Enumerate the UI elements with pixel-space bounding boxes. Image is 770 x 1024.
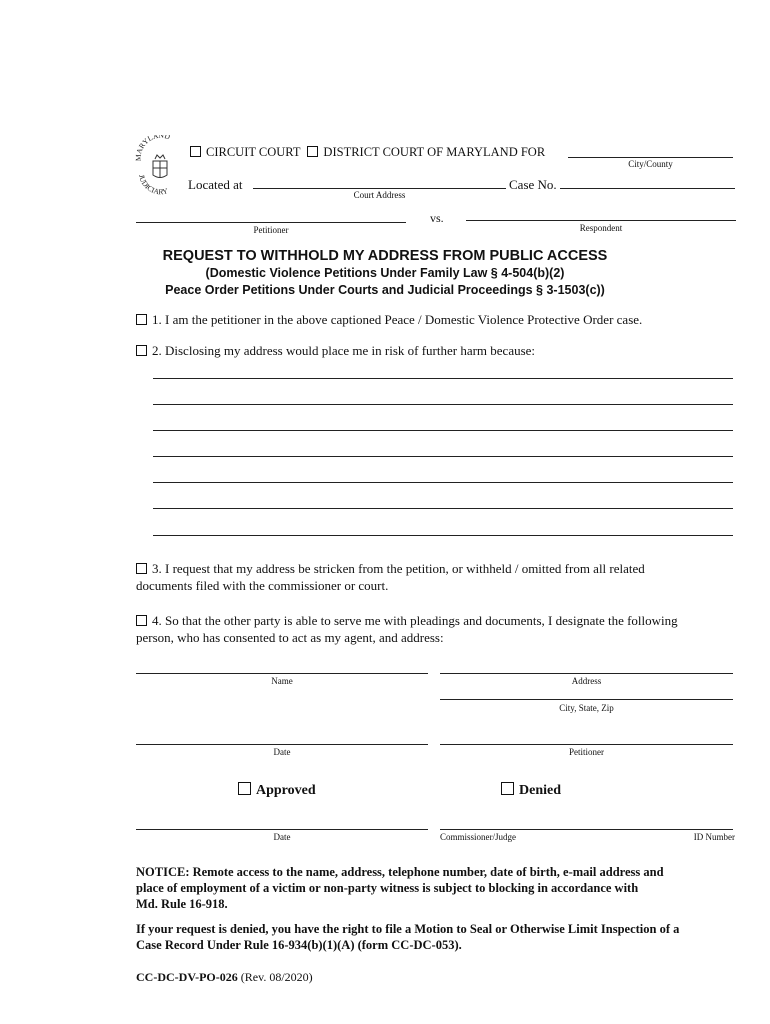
- respondent-field[interactable]: [466, 220, 736, 221]
- date-field[interactable]: [136, 744, 428, 745]
- decision-date-caption: Date: [273, 832, 291, 842]
- explanation-line[interactable]: [153, 456, 733, 457]
- form-id: CC-DC-DV-PO-026: [136, 970, 238, 984]
- court-address-field[interactable]: [253, 188, 506, 189]
- agent-city-field[interactable]: [440, 699, 733, 700]
- form-footer: [136, 970, 313, 985]
- denied-rights-line-2: Case Record Under Rule 16-934(b)(1)(A) (form CC-DC-053).: [136, 938, 462, 952]
- district-court-label: DISTRICT COURT OF MARYLAND FOR: [323, 145, 546, 159]
- approved-option: [238, 782, 316, 799]
- item-3-continued: documents filed with the commissioner or court.: [136, 578, 389, 593]
- notice-line-2: place of employment of a victim or non-party witness is subject to blocking in accordance with: [136, 881, 639, 895]
- case-no-field[interactable]: [560, 188, 735, 189]
- svg-text:JUDICIARY: JUDICIARY: [136, 173, 169, 197]
- petitioner-caption: Petitioner: [253, 225, 289, 235]
- respondent-caption: Respondent: [579, 223, 623, 233]
- item-1-checkbox[interactable]: [136, 314, 147, 325]
- form-revision: (Rev. 08/2020): [240, 970, 313, 984]
- explanation-line[interactable]: [153, 430, 733, 431]
- item-2-checkbox[interactable]: [136, 345, 147, 356]
- explanation-line[interactable]: [153, 378, 733, 379]
- explanation-line[interactable]: [153, 482, 733, 483]
- item-4-continued: person, who has consented to act as my agent, and address:: [136, 630, 444, 645]
- commissioner-judge-field[interactable]: [440, 829, 733, 830]
- item-1: [136, 312, 642, 328]
- petitioner-signature-field[interactable]: [440, 744, 733, 745]
- maryland-judiciary-seal: [135, 135, 185, 197]
- case-no-label: Case No.: [509, 177, 557, 192]
- svg-text:MARYLAND: ARYLAND: [135, 135, 172, 155]
- approved-checkbox[interactable]: [238, 782, 251, 795]
- approved-label: Approved: [256, 783, 316, 798]
- city-county-field[interactable]: [568, 157, 733, 158]
- court-selection: [190, 145, 545, 160]
- district-court-checkbox[interactable]: [307, 146, 318, 157]
- agent-name-field[interactable]: [136, 673, 428, 674]
- commissioner-judge-caption: Commissioner/Judge: [440, 832, 516, 842]
- decision-date-field[interactable]: [136, 829, 428, 830]
- denied-rights-line-1: If your request is denied, you have the right to file a Motion to Seal or Otherwise Limit Inspection of a: [136, 922, 680, 936]
- form-title: REQUEST TO WITHHOLD MY ADDRESS FROM PUBLIC ACCESS: [162, 248, 608, 264]
- explanation-line[interactable]: [153, 404, 733, 405]
- court-address-caption: Court Address: [353, 190, 406, 200]
- circuit-court-label: CIRCUIT COURT: [206, 145, 301, 159]
- seal-icon: [135, 135, 185, 197]
- item-2: [136, 343, 535, 359]
- form-subtitle-1: (Domestic Violence Petitions Under Family Law § 4-504(b)(2): [205, 266, 565, 280]
- item-4: [136, 613, 678, 629]
- item-4-text: 4. So that the other party is able to serve me with pleadings and documents, I designate the following: [152, 613, 678, 628]
- city-county-caption: City/County: [628, 159, 673, 169]
- item-1-text: 1. I am the petitioner in the above captioned Peace / Domestic Violence Protective Order case.: [152, 312, 643, 327]
- denied-checkbox[interactable]: [501, 782, 514, 795]
- agent-name-caption: Name: [271, 676, 293, 686]
- petitioner-signature-caption: Petitioner: [569, 747, 604, 757]
- vs-label: vs.: [430, 211, 444, 225]
- explanation-line[interactable]: [153, 535, 733, 536]
- agent-address-caption: Address: [571, 676, 602, 686]
- notice-line-3: Md. Rule 16-918.: [136, 897, 228, 911]
- petitioner-field[interactable]: [136, 222, 406, 223]
- id-number-caption: ID Number: [693, 832, 735, 842]
- located-at-label: Located at: [188, 177, 243, 192]
- circuit-court-checkbox[interactable]: [190, 146, 201, 157]
- item-3: [136, 561, 645, 577]
- explanation-line[interactable]: [153, 508, 733, 509]
- denied-label: Denied: [519, 783, 561, 798]
- agent-city-caption: City, State, Zip: [559, 703, 614, 713]
- item-4-checkbox[interactable]: [136, 615, 147, 626]
- agent-address-field[interactable]: [440, 673, 733, 674]
- form-subtitle-2: Peace Order Petitions Under Courts and Judicial Proceedings § 3-1503(c)): [165, 283, 605, 297]
- notice-line-1: NOTICE: Remote access to the name, address, telephone number, date of birth, e-mail address and: [136, 865, 664, 879]
- item-3-checkbox[interactable]: [136, 563, 147, 574]
- item-3-text: 3. I request that my address be stricken from the petition, or withheld / omitted from all related: [152, 561, 645, 576]
- denied-option: [501, 782, 561, 799]
- item-2-text: 2. Disclosing my address would place me in risk of further harm because:: [152, 343, 536, 358]
- date-caption: Date: [273, 747, 291, 757]
